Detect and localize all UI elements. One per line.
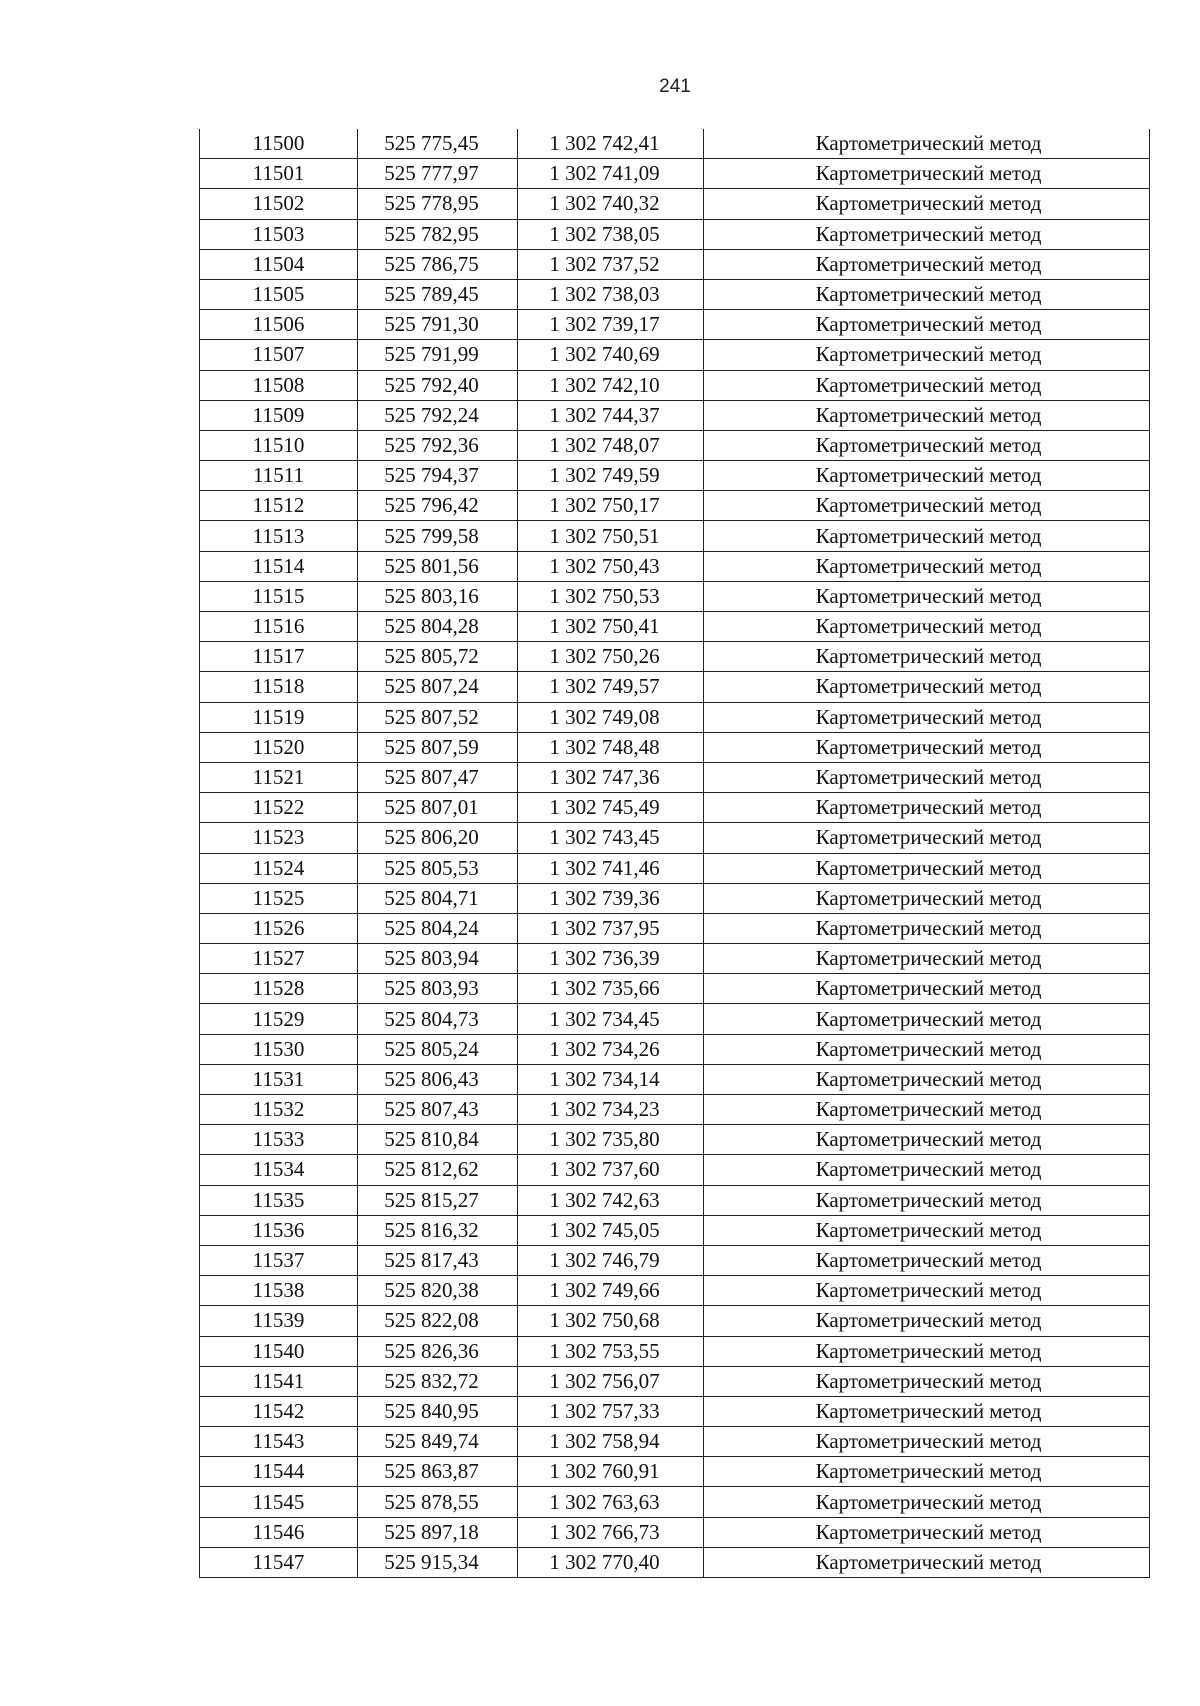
- y-coordinate-cell: 1 302 742,41: [518, 129, 704, 159]
- method-cell: Картометрический метод: [704, 1547, 1150, 1577]
- table-row: [200, 1457, 1150, 1487]
- y-coordinate-cell: 1 302 749,66: [518, 1276, 704, 1306]
- point-number-cell: 11547: [200, 1547, 358, 1577]
- y-coordinate-cell: 1 302 735,80: [518, 1125, 704, 1155]
- table-row: [200, 823, 1150, 853]
- y-coordinate-cell: 1 302 770,40: [518, 1547, 704, 1577]
- y-coordinate-cell: 1 302 743,45: [518, 823, 704, 853]
- point-number-cell: 11522: [200, 793, 358, 823]
- y-coordinate-cell: 1 302 748,07: [518, 430, 704, 460]
- x-coordinate-cell: 525 915,34: [358, 1547, 518, 1577]
- table-row: [200, 1034, 1150, 1064]
- method-cell: Картометрический метод: [704, 1517, 1150, 1547]
- table-row: [200, 1125, 1150, 1155]
- y-coordinate-cell: 1 302 737,60: [518, 1155, 704, 1185]
- method-cell: Картометрический метод: [704, 159, 1150, 189]
- table-row: [200, 702, 1150, 732]
- point-number-cell: 11507: [200, 340, 358, 370]
- x-coordinate-cell: 525 826,36: [358, 1336, 518, 1366]
- x-coordinate-cell: 525 799,58: [358, 521, 518, 551]
- table-row: [200, 974, 1150, 1004]
- x-coordinate-cell: 525 796,42: [358, 491, 518, 521]
- method-cell: Картометрический метод: [704, 1215, 1150, 1245]
- method-cell: Картометрический метод: [704, 1306, 1150, 1336]
- method-cell: Картометрический метод: [704, 279, 1150, 309]
- y-coordinate-cell: 1 302 746,79: [518, 1245, 704, 1275]
- y-coordinate-cell: 1 302 760,91: [518, 1457, 704, 1487]
- y-coordinate-cell: 1 302 750,68: [518, 1306, 704, 1336]
- table-row: [200, 732, 1150, 762]
- y-coordinate-cell: 1 302 741,46: [518, 853, 704, 883]
- y-coordinate-cell: 1 302 758,94: [518, 1427, 704, 1457]
- point-number-cell: 11519: [200, 702, 358, 732]
- table-row: [200, 883, 1150, 913]
- coordinates-table-container: [199, 129, 1150, 1578]
- y-coordinate-cell: 1 302 745,05: [518, 1215, 704, 1245]
- x-coordinate-cell: 525 805,53: [358, 853, 518, 883]
- x-coordinate-cell: 525 840,95: [358, 1396, 518, 1426]
- method-cell: Картометрический метод: [704, 551, 1150, 581]
- table-row: [200, 581, 1150, 611]
- point-number-cell: 11545: [200, 1487, 358, 1517]
- point-number-cell: 11514: [200, 551, 358, 581]
- y-coordinate-cell: 1 302 748,48: [518, 732, 704, 762]
- y-coordinate-cell: 1 302 741,09: [518, 159, 704, 189]
- method-cell: Картометрический метод: [704, 1034, 1150, 1064]
- y-coordinate-cell: 1 302 744,37: [518, 400, 704, 430]
- point-number-cell: 11541: [200, 1366, 358, 1396]
- y-coordinate-cell: 1 302 738,03: [518, 279, 704, 309]
- x-coordinate-cell: 525 789,45: [358, 279, 518, 309]
- y-coordinate-cell: 1 302 745,49: [518, 793, 704, 823]
- x-coordinate-cell: 525 806,20: [358, 823, 518, 853]
- method-cell: Картометрический метод: [704, 1487, 1150, 1517]
- point-number-cell: 11508: [200, 370, 358, 400]
- method-cell: Картометрический метод: [704, 853, 1150, 883]
- method-cell: Картометрический метод: [704, 672, 1150, 702]
- method-cell: Картометрический метод: [704, 732, 1150, 762]
- table-row: [200, 491, 1150, 521]
- point-number-cell: 11509: [200, 400, 358, 430]
- y-coordinate-cell: 1 302 757,33: [518, 1396, 704, 1426]
- point-number-cell: 11503: [200, 219, 358, 249]
- x-coordinate-cell: 525 792,40: [358, 370, 518, 400]
- method-cell: Картометрический метод: [704, 1064, 1150, 1094]
- table-row: [200, 461, 1150, 491]
- x-coordinate-cell: 525 791,30: [358, 310, 518, 340]
- y-coordinate-cell: 1 302 750,51: [518, 521, 704, 551]
- table-row: [200, 400, 1150, 430]
- x-coordinate-cell: 525 804,24: [358, 913, 518, 943]
- method-cell: Картометрический метод: [704, 1004, 1150, 1034]
- table-row: [200, 1366, 1150, 1396]
- method-cell: Картометрический метод: [704, 1095, 1150, 1125]
- y-coordinate-cell: 1 302 750,43: [518, 551, 704, 581]
- method-cell: Картометрический метод: [704, 1276, 1150, 1306]
- method-cell: Картометрический метод: [704, 219, 1150, 249]
- y-coordinate-cell: 1 302 740,69: [518, 340, 704, 370]
- x-coordinate-cell: 525 807,43: [358, 1095, 518, 1125]
- table-row: [200, 642, 1150, 672]
- y-coordinate-cell: 1 302 736,39: [518, 944, 704, 974]
- table-row: [200, 279, 1150, 309]
- method-cell: Картометрический метод: [704, 1427, 1150, 1457]
- x-coordinate-cell: 525 863,87: [358, 1457, 518, 1487]
- y-coordinate-cell: 1 302 766,73: [518, 1517, 704, 1547]
- page-number: 241: [659, 76, 691, 97]
- y-coordinate-cell: 1 302 750,41: [518, 612, 704, 642]
- table-row: [200, 1064, 1150, 1094]
- method-cell: Картометрический метод: [704, 249, 1150, 279]
- x-coordinate-cell: 525 878,55: [358, 1487, 518, 1517]
- y-coordinate-cell: 1 302 742,10: [518, 370, 704, 400]
- method-cell: Картометрический метод: [704, 702, 1150, 732]
- x-coordinate-cell: 525 807,01: [358, 793, 518, 823]
- point-number-cell: 11525: [200, 883, 358, 913]
- method-cell: Картометрический метод: [704, 430, 1150, 460]
- method-cell: Картометрический метод: [704, 1245, 1150, 1275]
- y-coordinate-cell: 1 302 734,26: [518, 1034, 704, 1064]
- table-row: [200, 1155, 1150, 1185]
- table-row: [200, 310, 1150, 340]
- point-number-cell: 11530: [200, 1034, 358, 1064]
- table-row: [200, 189, 1150, 219]
- y-coordinate-cell: 1 302 750,17: [518, 491, 704, 521]
- x-coordinate-cell: 525 804,73: [358, 1004, 518, 1034]
- x-coordinate-cell: 525 807,47: [358, 762, 518, 792]
- method-cell: Картометрический метод: [704, 189, 1150, 219]
- table-row: [200, 1185, 1150, 1215]
- x-coordinate-cell: 525 849,74: [358, 1427, 518, 1457]
- table-row: [200, 159, 1150, 189]
- method-cell: Картометрический метод: [704, 1125, 1150, 1155]
- table-row: [200, 1517, 1150, 1547]
- method-cell: Картометрический метод: [704, 793, 1150, 823]
- x-coordinate-cell: 525 807,52: [358, 702, 518, 732]
- table-row: [200, 1306, 1150, 1336]
- method-cell: Картометрический метод: [704, 1457, 1150, 1487]
- point-number-cell: 11521: [200, 762, 358, 792]
- point-number-cell: 11511: [200, 461, 358, 491]
- y-coordinate-cell: 1 302 749,08: [518, 702, 704, 732]
- point-number-cell: 11504: [200, 249, 358, 279]
- y-coordinate-cell: 1 302 734,45: [518, 1004, 704, 1034]
- table-row: [200, 1427, 1150, 1457]
- coordinates-table: [199, 129, 1150, 1578]
- table-body: [200, 129, 1150, 1578]
- y-coordinate-cell: 1 302 735,66: [518, 974, 704, 1004]
- x-coordinate-cell: 525 778,95: [358, 189, 518, 219]
- table-row: [200, 1487, 1150, 1517]
- method-cell: Картометрический метод: [704, 612, 1150, 642]
- table-row: [200, 1547, 1150, 1577]
- table-row: [200, 1336, 1150, 1366]
- x-coordinate-cell: 525 807,59: [358, 732, 518, 762]
- point-number-cell: 11539: [200, 1306, 358, 1336]
- x-coordinate-cell: 525 792,36: [358, 430, 518, 460]
- table-row: [200, 853, 1150, 883]
- y-coordinate-cell: 1 302 753,55: [518, 1336, 704, 1366]
- method-cell: Картометрический метод: [704, 340, 1150, 370]
- point-number-cell: 11544: [200, 1457, 358, 1487]
- x-coordinate-cell: 525 805,24: [358, 1034, 518, 1064]
- x-coordinate-cell: 525 816,32: [358, 1215, 518, 1245]
- table-row: [200, 340, 1150, 370]
- method-cell: Картометрический метод: [704, 642, 1150, 672]
- y-coordinate-cell: 1 302 734,14: [518, 1064, 704, 1094]
- method-cell: Картометрический метод: [704, 1366, 1150, 1396]
- x-coordinate-cell: 525 791,99: [358, 340, 518, 370]
- y-coordinate-cell: 1 302 750,53: [518, 581, 704, 611]
- point-number-cell: 11510: [200, 430, 358, 460]
- point-number-cell: 11537: [200, 1245, 358, 1275]
- table-row: [200, 793, 1150, 823]
- y-coordinate-cell: 1 302 763,63: [518, 1487, 704, 1517]
- point-number-cell: 11524: [200, 853, 358, 883]
- x-coordinate-cell: 525 803,94: [358, 944, 518, 974]
- table-row: [200, 129, 1150, 159]
- table-row: [200, 672, 1150, 702]
- point-number-cell: 11501: [200, 159, 358, 189]
- point-number-cell: 11506: [200, 310, 358, 340]
- point-number-cell: 11516: [200, 612, 358, 642]
- point-number-cell: 11505: [200, 279, 358, 309]
- point-number-cell: 11513: [200, 521, 358, 551]
- table-row: [200, 944, 1150, 974]
- point-number-cell: 11502: [200, 189, 358, 219]
- method-cell: Картометрический метод: [704, 1155, 1150, 1185]
- table-row: [200, 1276, 1150, 1306]
- y-coordinate-cell: 1 302 734,23: [518, 1095, 704, 1125]
- x-coordinate-cell: 525 822,08: [358, 1306, 518, 1336]
- y-coordinate-cell: 1 302 738,05: [518, 219, 704, 249]
- table-row: [200, 249, 1150, 279]
- method-cell: Картометрический метод: [704, 1185, 1150, 1215]
- method-cell: Картометрический метод: [704, 944, 1150, 974]
- method-cell: Картометрический метод: [704, 974, 1150, 1004]
- y-coordinate-cell: 1 302 756,07: [518, 1366, 704, 1396]
- method-cell: Картометрический метод: [704, 581, 1150, 611]
- table-row: [200, 551, 1150, 581]
- table-row: [200, 370, 1150, 400]
- point-number-cell: 11534: [200, 1155, 358, 1185]
- y-coordinate-cell: 1 302 750,26: [518, 642, 704, 672]
- method-cell: Картометрический метод: [704, 913, 1150, 943]
- method-cell: Картометрический метод: [704, 400, 1150, 430]
- method-cell: Картометрический метод: [704, 1336, 1150, 1366]
- x-coordinate-cell: 525 815,27: [358, 1185, 518, 1215]
- point-number-cell: 11536: [200, 1215, 358, 1245]
- x-coordinate-cell: 525 817,43: [358, 1245, 518, 1275]
- y-coordinate-cell: 1 302 739,36: [518, 883, 704, 913]
- point-number-cell: 11533: [200, 1125, 358, 1155]
- point-number-cell: 11520: [200, 732, 358, 762]
- x-coordinate-cell: 525 897,18: [358, 1517, 518, 1547]
- method-cell: Картометрический метод: [704, 370, 1150, 400]
- point-number-cell: 11527: [200, 944, 358, 974]
- table-row: [200, 612, 1150, 642]
- table-row: [200, 1245, 1150, 1275]
- table-row: [200, 219, 1150, 249]
- point-number-cell: 11542: [200, 1396, 358, 1426]
- point-number-cell: 11517: [200, 642, 358, 672]
- table-row: [200, 1004, 1150, 1034]
- point-number-cell: 11535: [200, 1185, 358, 1215]
- y-coordinate-cell: 1 302 747,36: [518, 762, 704, 792]
- x-coordinate-cell: 525 804,28: [358, 612, 518, 642]
- x-coordinate-cell: 525 807,24: [358, 672, 518, 702]
- y-coordinate-cell: 1 302 739,17: [518, 310, 704, 340]
- x-coordinate-cell: 525 805,72: [358, 642, 518, 672]
- y-coordinate-cell: 1 302 737,52: [518, 249, 704, 279]
- method-cell: Картометрический метод: [704, 823, 1150, 853]
- method-cell: Картометрический метод: [704, 1396, 1150, 1426]
- x-coordinate-cell: 525 777,97: [358, 159, 518, 189]
- point-number-cell: 11538: [200, 1276, 358, 1306]
- x-coordinate-cell: 525 786,75: [358, 249, 518, 279]
- table-row: [200, 762, 1150, 792]
- point-number-cell: 11512: [200, 491, 358, 521]
- point-number-cell: 11540: [200, 1336, 358, 1366]
- point-number-cell: 11518: [200, 672, 358, 702]
- x-coordinate-cell: 525 801,56: [358, 551, 518, 581]
- x-coordinate-cell: 525 775,45: [358, 129, 518, 159]
- y-coordinate-cell: 1 302 749,59: [518, 461, 704, 491]
- table-row: [200, 1396, 1150, 1426]
- point-number-cell: 11532: [200, 1095, 358, 1125]
- x-coordinate-cell: 525 803,16: [358, 581, 518, 611]
- y-coordinate-cell: 1 302 740,32: [518, 189, 704, 219]
- y-coordinate-cell: 1 302 742,63: [518, 1185, 704, 1215]
- table-row: [200, 521, 1150, 551]
- point-number-cell: 11526: [200, 913, 358, 943]
- method-cell: Картометрический метод: [704, 461, 1150, 491]
- x-coordinate-cell: 525 782,95: [358, 219, 518, 249]
- method-cell: Картометрический метод: [704, 883, 1150, 913]
- table-row: [200, 913, 1150, 943]
- x-coordinate-cell: 525 804,71: [358, 883, 518, 913]
- point-number-cell: 11523: [200, 823, 358, 853]
- point-number-cell: 11543: [200, 1427, 358, 1457]
- point-number-cell: 11531: [200, 1064, 358, 1094]
- point-number-cell: 11515: [200, 581, 358, 611]
- y-coordinate-cell: 1 302 749,57: [518, 672, 704, 702]
- method-cell: Картометрический метод: [704, 310, 1150, 340]
- point-number-cell: 11528: [200, 974, 358, 1004]
- x-coordinate-cell: 525 810,84: [358, 1125, 518, 1155]
- point-number-cell: 11500: [200, 129, 358, 159]
- x-coordinate-cell: 525 792,24: [358, 400, 518, 430]
- point-number-cell: 11546: [200, 1517, 358, 1547]
- method-cell: Картометрический метод: [704, 491, 1150, 521]
- table-row: [200, 1215, 1150, 1245]
- method-cell: Картометрический метод: [704, 762, 1150, 792]
- x-coordinate-cell: 525 820,38: [358, 1276, 518, 1306]
- table-row: [200, 430, 1150, 460]
- x-coordinate-cell: 525 832,72: [358, 1366, 518, 1396]
- y-coordinate-cell: 1 302 737,95: [518, 913, 704, 943]
- x-coordinate-cell: 525 794,37: [358, 461, 518, 491]
- table-row: [200, 1095, 1150, 1125]
- x-coordinate-cell: 525 806,43: [358, 1064, 518, 1094]
- x-coordinate-cell: 525 812,62: [358, 1155, 518, 1185]
- method-cell: Картометрический метод: [704, 521, 1150, 551]
- x-coordinate-cell: 525 803,93: [358, 974, 518, 1004]
- point-number-cell: 11529: [200, 1004, 358, 1034]
- method-cell: Картометрический метод: [704, 129, 1150, 159]
